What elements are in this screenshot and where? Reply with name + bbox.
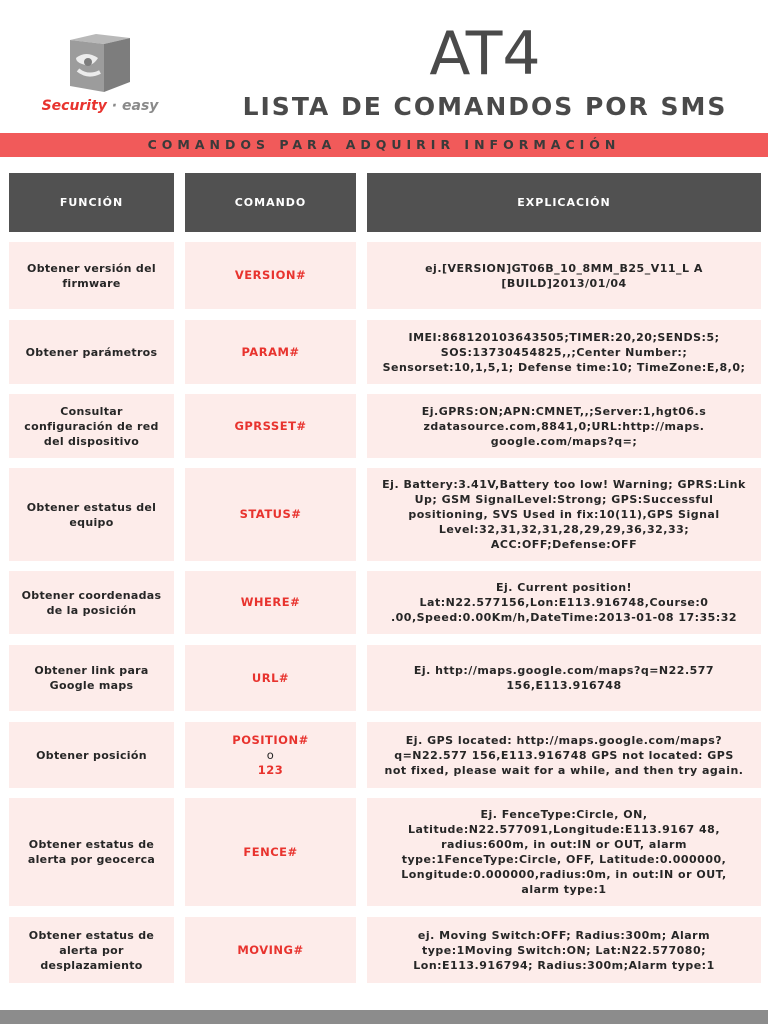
position-command-or: o xyxy=(266,747,275,762)
row-where-funcion: Obtener coordenadas de la posición xyxy=(9,571,174,634)
row-moving-comando: MOVING# xyxy=(185,917,356,983)
footer-bar xyxy=(0,1010,768,1024)
column-header-funcion: FUNCIÓN xyxy=(9,173,174,232)
row-param-comando: PARAM# xyxy=(185,320,356,384)
position-command-primary: POSITION# xyxy=(232,732,309,747)
row-status-explicacion: Ej. Battery:3.41V,Battery too low! Warning; GPRS:Link Up; GSM SignalLevel:Strong; GPS:Successful positioning, SVS Used in fix:10(11),GPS Signal Level:32,31,32,31,28,29,29,36,32,33; ACC:OFF;Defense:OFF xyxy=(367,468,761,561)
row-fence-comando: FENCE# xyxy=(185,798,356,906)
row-url-comando: URL# xyxy=(185,645,356,711)
row-position-funcion: Obtener posición xyxy=(9,722,174,788)
column-header-explicacion: EXPLICACIÓN xyxy=(367,173,761,232)
page-subtitle: LISTA DE COMANDOS POR SMS xyxy=(242,92,728,121)
row-url-explicacion: Ej. http://maps.google.com/maps?q=N22.577 156,E113.916748 xyxy=(367,645,761,711)
row-moving-explicacion: ej. Moving Switch:OFF; Radius:300m; Alarm type:1Moving Switch:ON; Lat:N22.577080; Lon:E113.916794; Radius:300m;Alarm type:1 xyxy=(367,917,761,983)
row-where-explicacion: Ej. Current position! Lat:N22.577156,Lon:E113.916748,Course:0 .00,Speed:0.00Km/h,DateTime:2013-01-08 17:35:32 xyxy=(367,571,761,634)
row-version-explicacion: ej.[VERSION]GT06B_10_8MM_B25_V11_L A [BUILD]2013/01/04 xyxy=(367,242,761,309)
column-header-comando: COMANDO xyxy=(185,173,356,232)
row-url-funcion: Obtener link para Google maps xyxy=(9,645,174,711)
row-gprsset-comando: GPRSSET# xyxy=(185,394,356,458)
row-gprsset-explicacion: Ej.GPRS:ON;APN:CMNET,,;Server:1,hgt06.s zdatasource.com,8841,0;URL:http://maps. google.com/maps?q=; xyxy=(367,394,761,458)
page-title: AT4 xyxy=(429,19,541,89)
row-fence-explicacion: Ej. FenceType:Circle, ON, Latitude:N22.577091,Longitude:E113.9167 48, radius:600m, in out:IN or OUT, alarm type:1FenceType:Circle, OFF, Latitude:0.000000, Longitude:0.000000,radius:0m, in out:IN or OUT, alarm type:1 xyxy=(367,798,761,906)
row-moving-funcion: Obtener estatus de alerta por desplazamiento xyxy=(9,917,174,983)
position-command-alt: 123 xyxy=(257,762,284,777)
brand-wordmark: Security · easy xyxy=(41,98,159,114)
row-status-comando: STATUS# xyxy=(185,468,356,561)
row-gprsset-funcion: Consultar configuración de red del dispositivo xyxy=(9,394,174,458)
row-version-funcion: Obtener versión del firmware xyxy=(9,242,174,309)
row-position-explicacion: Ej. GPS located: http://maps.google.com/maps? q=N22.577 156,E113.916748 GPS not located: GPS not fixed, please wait for a while, and then try again. xyxy=(367,722,761,788)
cube-logo-icon xyxy=(62,32,132,94)
row-status-funcion: Obtener estatus del equipo xyxy=(9,468,174,561)
row-fence-funcion: Obtener estatus de alerta por geocerca xyxy=(9,798,174,906)
row-param-explicacion: IMEI:868120103643505;TIMER:20,20;SENDS:5; SOS:13730454825,,;Center Number:; Sensorset:10,1,5,1; Defense time:10; TimeZone:E,8,0; xyxy=(367,320,761,384)
row-version-comando: VERSION# xyxy=(185,242,356,309)
row-where-comando: WHERE# xyxy=(185,571,356,634)
security-easy-logo xyxy=(34,30,160,120)
row-position-comando xyxy=(185,722,356,788)
row-param-funcion: Obtener parámetros xyxy=(9,320,174,384)
section-banner: COMANDOS PARA ADQUIRIR INFORMACIÓN xyxy=(0,133,768,157)
